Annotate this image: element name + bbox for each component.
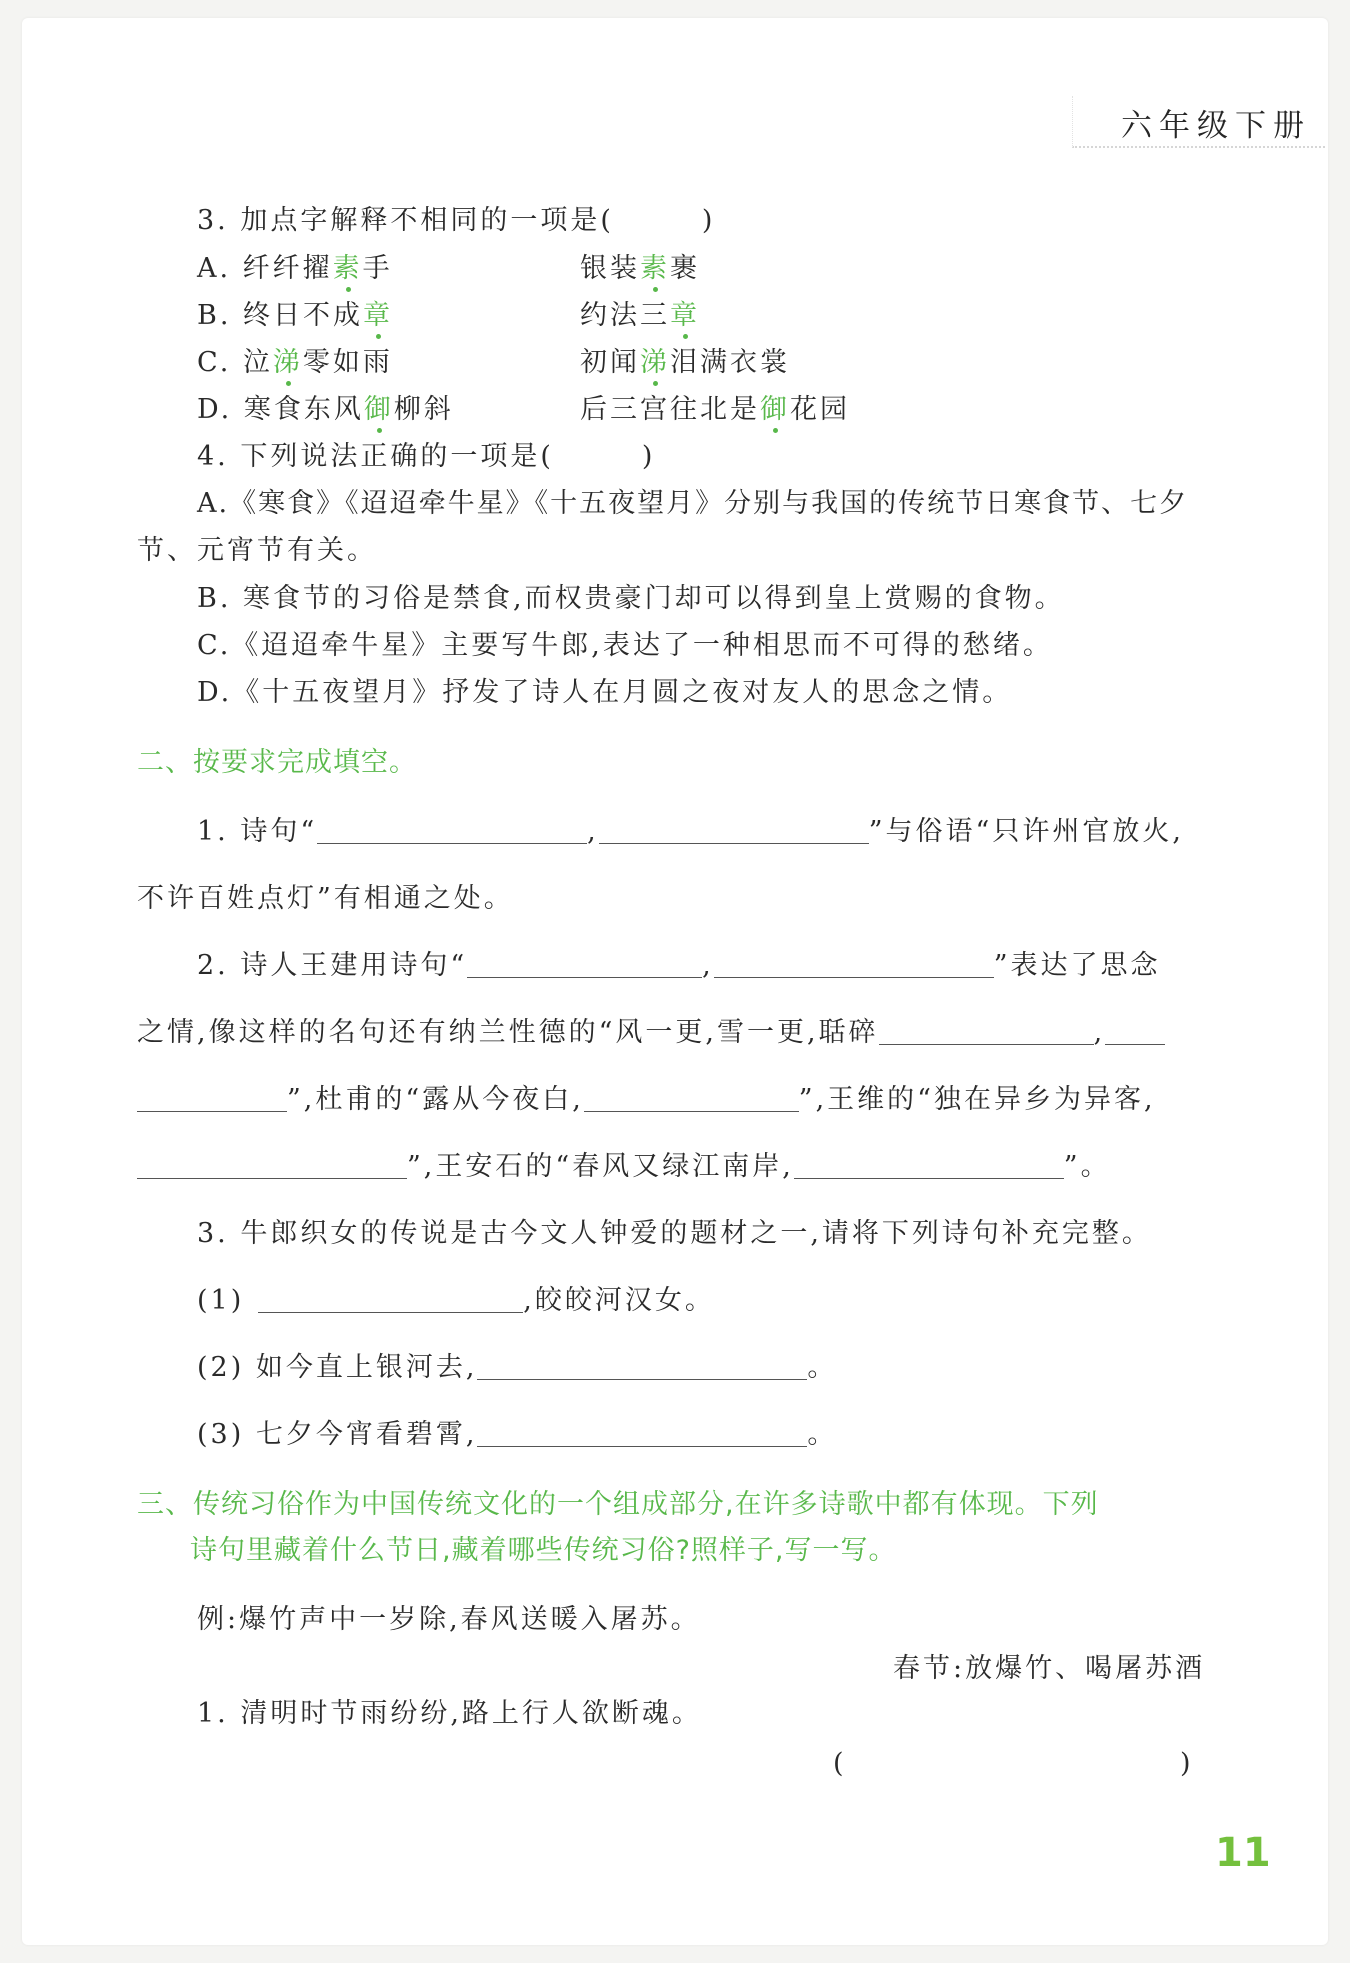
s2-q3-item3: (3) 七夕今宵看碧霄, 。 [197,1419,838,1450]
q4-option-c: C.《迢迢牵牛星》主要写牛郎,表达了一种相思而不可得的愁绪。 [197,630,1053,661]
q4-stem-text: 4. 下列说法正确的一项是( [197,441,554,472]
s2-q2-line1: 2. 诗人王建用诗句“ , ”表达了思念 [197,950,1161,981]
s2-q2-line2: 之情,像这样的名句还有纳兰性德的“风一更,雪一更,聒碎 , [137,1016,1165,1050]
s2-q2-line3: ”,杜甫的“露从今夜白, ”,王维的“独在异乡为异客, [137,1083,1156,1117]
q3-option-c-right: 初闻涕泪满衣裳 [580,347,790,378]
dotted-char: 章 [670,300,700,331]
q3-option-b-left: B. 终日不成章 [197,300,394,331]
answer-blank[interactable] [1105,1043,1165,1045]
grade-header [1072,96,1325,148]
s2-q3-item1: (1) ,皎皎河汉女。 [197,1285,715,1316]
dotted-char: 素 [332,253,363,284]
answer-blank[interactable] [137,1110,287,1112]
s2-q2-line4: ”,王安石的“春风又绿江南岸, ”。 [137,1150,1111,1184]
q3-stem-text: 3. 加点字解释不相同的一项是( [197,205,614,236]
section2-title: 二、按要求完成填空。 [137,747,417,778]
q4-option-a-line2: 节、元宵节有关。 [137,535,377,566]
s2-q3-stem: 3. 牛郎织女的传说是古今文人钟爱的题材之一,请将下列诗句补充完整。 [197,1218,1152,1249]
answer-blank[interactable] [258,1311,523,1313]
q4-stem-paren: ) [641,441,656,472]
s3-q1-answer-field[interactable] [860,1745,1180,1781]
q4-option-b: B. 寒食节的习俗是禁食,而权贵豪门却可以得到皇上赏赐的食物。 [197,583,1065,614]
answer-blank[interactable] [137,1177,407,1179]
page-number: 11 [1215,1830,1271,1876]
q3-option-d-left: D. 寒食东风御柳斜 [197,394,454,425]
s2-q1-line1: 1. 诗句“ , ”与俗语“只许州官放火, [197,816,1184,847]
answer-blank[interactable] [794,1177,1064,1179]
section3-title-line2: 诗句里藏着什么节日,藏着哪些传统习俗?照样子,写一写。 [190,1535,897,1566]
answer-blank[interactable] [584,1110,799,1112]
answer-blank[interactable] [317,842,587,844]
s2-q1-line2: 不许百姓点灯”有相通之处。 [137,883,514,914]
q3-option-a-right: 银装素裹 [580,253,700,284]
q4-option-a-line1: A.《寒食》《迢迢牵牛星》《十五夜望月》分别与我国的传统节日寒食节、七夕 [197,488,1189,519]
q3-option-b-right: 约法三章 [580,300,700,331]
dotted-char: 御 [760,394,790,425]
dotted-char: 章 [363,300,394,331]
s2-q3-item2: (2) 如今直上银河去, 。 [197,1352,838,1383]
s3-example-answer: 春节:放爆竹、喝屠苏酒 [893,1653,1206,1684]
q3-option-d-right: 后三宫往北是御花园 [580,394,850,425]
q4-option-d: D.《十五夜望月》抒发了诗人在月圆之夜对友人的思念之情。 [197,677,1013,708]
dotted-char: 涕 [640,347,670,378]
q3-stem [197,204,715,238]
answer-blank[interactable] [477,1378,807,1380]
answer-blank[interactable] [477,1445,807,1447]
s3-q1-answer-paren-close: ) [1180,1748,1194,1779]
dotted-char: 涕 [272,347,303,378]
s3-example: 例:爆竹声中一岁除,春风送暖入屠苏。 [197,1604,701,1635]
answer-blank[interactable] [714,976,994,978]
section3-title-line1: 三、传统习俗作为中国传统文化的一个组成部分,在许多诗歌中都有体现。下列 [137,1489,1099,1520]
answer-blank[interactable] [599,842,869,844]
grade-label: 六年级下册 [1121,108,1311,144]
answer-blank[interactable] [467,976,702,978]
q3-stem-paren: ) [701,205,716,236]
dotted-char: 素 [640,253,670,284]
q4-stem [197,440,655,474]
q3-option-c-left: C. 泣涕零如雨 [197,347,393,378]
s3-q1: 1. 清明时节雨纷纷,路上行人欲断魂。 [197,1698,702,1729]
s3-q1-answer-paren-open: ( [833,1748,847,1779]
answer-blank[interactable] [879,1043,1094,1045]
q3-option-a-left: A. 纤纤擢素手 [197,253,393,284]
dotted-char: 御 [363,394,394,425]
